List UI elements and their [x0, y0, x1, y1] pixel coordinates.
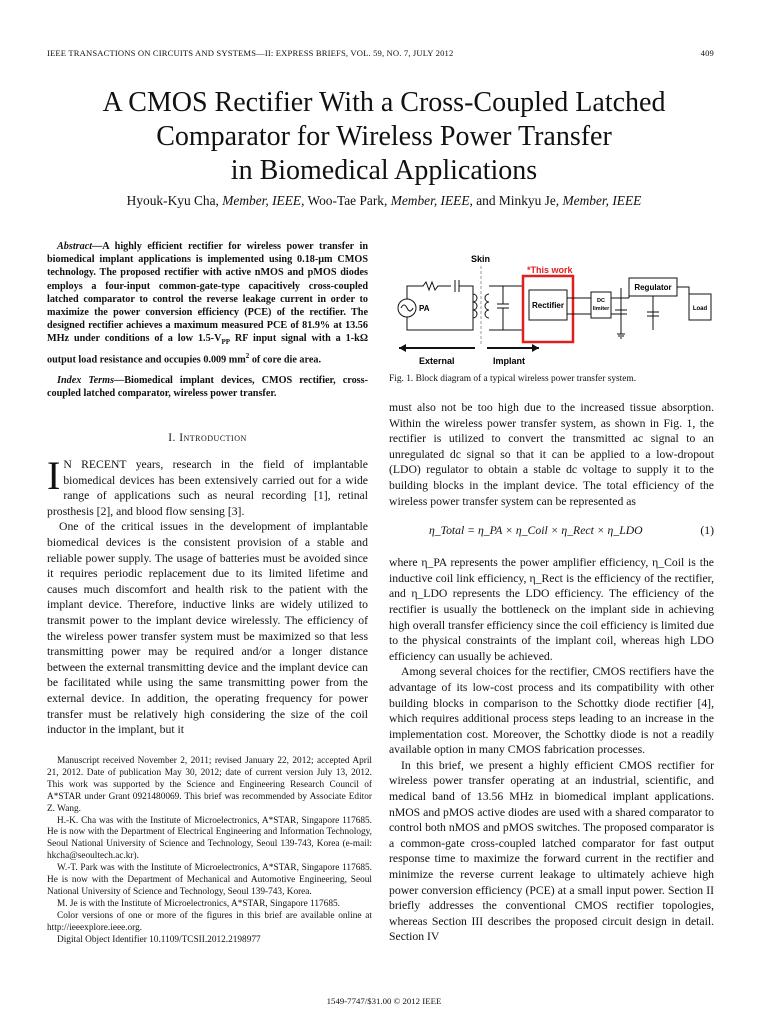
regulator-label: Regulator [634, 283, 672, 292]
abstract-text-2: RF input signal with a 1-kΩ output load resistance and occupies 0.009 mm [47, 333, 368, 366]
section-number: I. [168, 432, 180, 444]
dc-limiter-block [591, 292, 611, 318]
drop-cap: I [47, 453, 61, 498]
index-terms-text: —Biomedical implant devices, CMOS rectifier, cross-coupled latched comparator, wireless power transfer. [47, 375, 368, 400]
equation-number: (1) [700, 524, 714, 538]
right-column-body [389, 400, 714, 945]
footnote-doi: Digital Object Identifier 10.1109/TCSII.2012.2198977 [57, 934, 261, 945]
dc-limiter-label-2: limiter [592, 306, 610, 312]
rectifier-label: Rectifier [531, 301, 565, 310]
left-column-body [47, 453, 368, 738]
abstract-text-3: of core die area. [249, 354, 322, 366]
storage-cap-circuit [611, 280, 629, 330]
external-arrowhead [399, 344, 406, 352]
implant-arrowhead [532, 344, 539, 352]
skin-label: Skin [471, 254, 491, 264]
tx-coil-icon [473, 294, 477, 318]
page-number: 409 [700, 48, 714, 58]
right-paragraph-1: must also not be too high due to the increased tissue absorption. Within the wireless power transfer system, as shown in Fig. 1, the rectifier is utilized to convert the transmitted ac signal to an unregulated dc signal so that it can be applied to a low-dropout (LDO) regulator to obtain a stable dc voltage to supply it to the building blocks in the implant device. The total efficiency of the wireless power transfer system can be represented as [389, 401, 714, 508]
author-2-role: Member, IEEE [390, 193, 470, 208]
copyright-line: 1549-7747/$31.00 © 2012 IEEE [326, 996, 442, 1006]
index-terms-label: Index Terms [57, 375, 115, 387]
figure-caption: Fig. 1. Block diagram of a typical wireless power transfer system. [389, 374, 637, 384]
block-diagram-figure [389, 250, 714, 372]
equation-block [389, 509, 714, 555]
abstract-vpp: PP [221, 338, 230, 347]
abstract-text: —A highly efficient rectifier for wireless power transfer in biomedical implant applications is implemented using 0.18-μm CMOS technology. The proposed rectifier with active nMOS and pMOS diodes employs a four-input common-gate-type capacitively cross-coupled latched comparator to control the reverse leakage current in order to maximize the power conversion efficiency (PCE) of the rectifier. The designed rectifier achieves a maximum measured PCE of 81.9% at 13.56 MHz under conditions of a low 1.5-V [47, 241, 368, 345]
author-2: , Woo-Tae Park, [301, 193, 391, 208]
this-work-label: *This work [527, 265, 573, 275]
author-1: Hyouk-Kyu Cha, [126, 193, 223, 208]
right-paragraph-4: In this brief, we present a highly efficient CMOS rectifier for wireless power transfer operating at an industrial, scientific, and medical band of 13.56 MHz in biomedical implant applications. nMOS and pMOS active diodes are used with a shared comparator to control both nMOS and pMOS switches. The proposed comparator is a common-gate cross-coupled latched comparator for fast output response time to maximize the forward current in the rectifier and minimize the reverse current leakage to ultimately achieve high power conversion efficiency (PCE) at a small input power. Section II briefly addresses the conventional CMOS rectifier topologies, whereas Section III describes the proposed circuit design in detail. Section IV [389, 758, 714, 944]
abstract-sup: 2 [245, 351, 250, 360]
load-label: Load [692, 306, 708, 312]
section-title: Introduction [179, 432, 247, 444]
reg-out-circuit [647, 287, 689, 330]
footnote-author-3: M. Je is with the Institute of Microelectronics, A*STAR, Singapore 117685. [57, 898, 340, 909]
author-3: , and Minkyu Je, [469, 193, 563, 208]
footnote-author-1: H.-K. Cha was with the Institute of Microelectronics, A*STAR, Singapore 117685. He is now with the Department of Electrical Engineering and Information Technology, Seoul National University of Science and Technology, Seoul 139-743, Korea (e-mail: hkcha@seoultech.ac.kr). [47, 815, 372, 862]
title-line-2: Comparator for Wireless Power Transfer [156, 121, 612, 152]
implant-label: Implant [493, 356, 526, 366]
dc-limiter-label-1: DC [597, 298, 605, 304]
rect-out-wires [567, 298, 591, 314]
abstract [47, 240, 368, 401]
intro-paragraph-2: One of the critical issues in the development of implantable biomedical devices is the consistent provision of a stable and reliable power supply. The usage of batteries must be avoided since it requires periodic replacement due to its limited lifetime and causes much discomfort and health risk to the patient with the implant device. Therefore, inductive links are widely utilized to transmit power to the implant device wirelessly. The efficiency of the wireless power transfer system must be maximized so that less transmitting power may be required and/or a longer distance between the external transmitting device and the implant device can be facilitated while using the same transmitting power from the external device. In addition, the operating frequency for power transfer must be relatively high considering the size of the coil inductor in the implant, but it [47, 520, 368, 737]
footnotes [47, 756, 372, 947]
equation: η_Total = η_PA × η_Coil × η_Rect × η_LDO [429, 524, 643, 538]
title-line-1: A CMOS Rectifier With a Cross-Coupled Latched [102, 87, 666, 118]
external-label: External [419, 356, 455, 366]
tx-circuit [407, 280, 473, 330]
ground-icon [617, 330, 625, 338]
footnote-manuscript: Manuscript received November 2, 2011; revised January 22, 2012; accepted April 21, 2012. Date of publication May 30, 2012; date of current version July 13, 2012. This work was supported by the Science and Engineering Research Council of A*STAR under Grant 0921480069. This brief was recommended by Associate Editor Z. Wang. [47, 756, 372, 814]
footnote-color: Color versions of one or more of the figures in this brief are available online at http://ieeexplore.ieee.org. [47, 910, 372, 933]
section-heading [47, 432, 368, 444]
running-header: IEEE TRANSACTIONS ON CIRCUITS AND SYSTEMS—II: EXPRESS BRIEFS, VOL. 59, NO. 7, JULY 2012 [47, 48, 454, 58]
pa-label: PA [419, 304, 430, 313]
author-list [0, 193, 768, 209]
title-line-3: in Biomedical Applications [230, 155, 538, 186]
intro-paragraph-1: N RECENT years, research in the field of implantable biomedical devices has been extensively carried out for a wide range of applications such as neural recording [1], retinal prosthesis [2], and blood flow sensing [3]. [47, 458, 368, 518]
author-1-role: Member, IEEE [222, 193, 302, 208]
right-paragraph-3: Among several choices for the rectifier, CMOS rectifiers have the advantage of its low-cost process and its compatibility with other building blocks in comparison to the Schottky diode rectifier [4], which requires additional process steps leading to an increase in the implementation cost. Moreover, the Schottky diode is not a readily available option in many CMOS fabrication processes. [389, 665, 714, 757]
sine-icon [401, 305, 413, 311]
rx-circuit [489, 286, 523, 330]
author-3-role: Member, IEEE [562, 193, 642, 208]
rx-coil-icon [485, 294, 489, 318]
right-paragraph-2: where η_PA represents the power amplifier efficiency, η_Coil is the inductive coil link efficiency, η_Rect is the efficiency of the rectifier, and η_LDO represents the LDO efficiency. The efficiency of the rectifier is usually the bottleneck on the implant side in achieving high overall transfer efficiency since the coil efficiency is limited due to the physical constraints of the implant coil, whereas high LDO efficiency can usually be achieved. [389, 556, 714, 663]
abstract-label: Abstract [57, 241, 93, 252]
footnote-author-2: W.-T. Park was with the Institute of Microelectronics, A*STAR, Singapore 117685. He is now with the Department of Mechanical and Automotive Engineering, Seoul National University of Science and Technology, Seoul 139-743, Korea. [47, 863, 372, 897]
